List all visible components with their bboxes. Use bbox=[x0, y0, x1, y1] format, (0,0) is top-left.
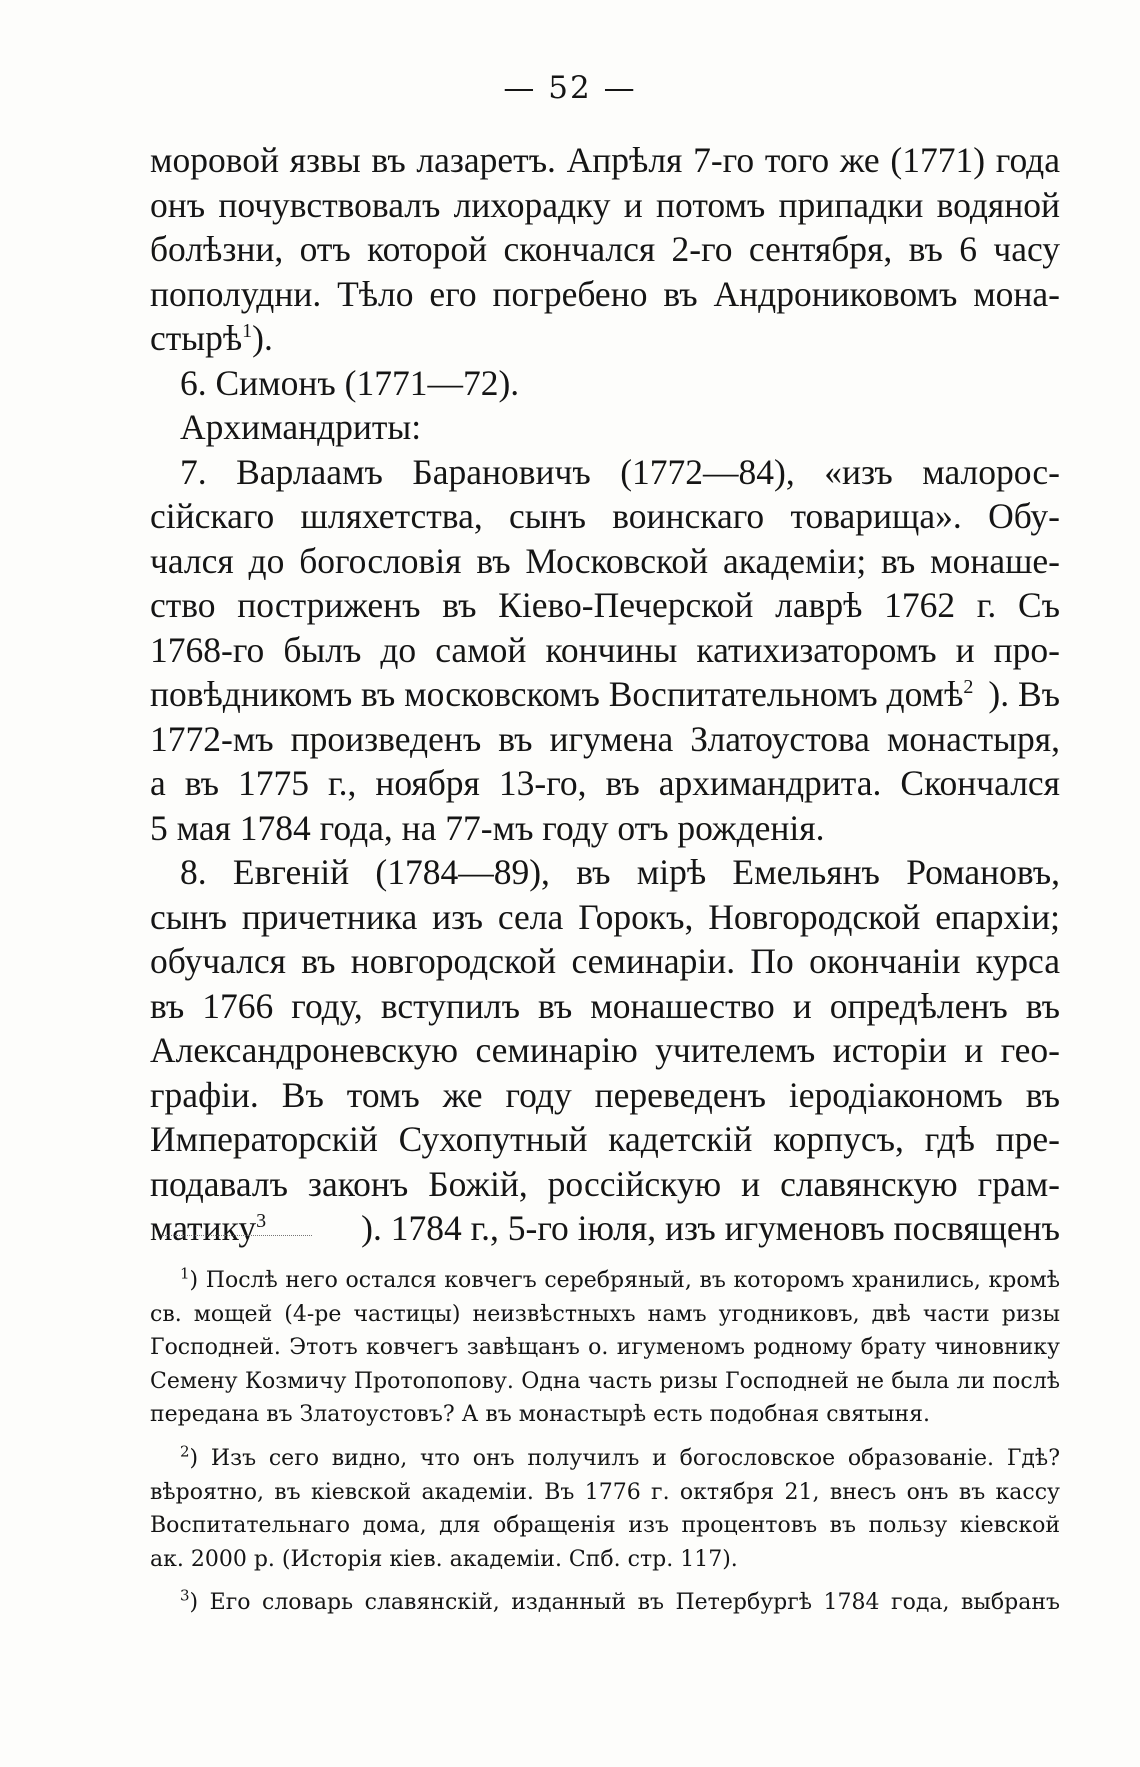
footnote-line: Господней. Этотъ ковчегъ завѣщанъ о. игуменомъ родному брату чиновнику bbox=[150, 1335, 1060, 1361]
text-span: матику bbox=[150, 1208, 257, 1248]
main-text bbox=[150, 138, 1060, 1251]
text-line: 5 мая 1784 года, на 77-мъ году отъ рожденія. bbox=[150, 807, 825, 848]
text-line: ство постриженъ въ Кіево-Печерской лаврѣ 1762 г. Съ bbox=[150, 585, 1060, 625]
text-span: ). Въ bbox=[988, 674, 1060, 714]
text-line: 7. Варлаамъ Барановичъ (1772—84), «изъ малорос- bbox=[180, 451, 1060, 492]
text-line: 1772-мъ произведенъ въ игумена Златоустова монастыря, bbox=[150, 718, 1060, 759]
text-span: ) Изъ сего видно, что онъ получилъ и богословское образованіе. Гдѣ? bbox=[189, 1445, 1060, 1471]
text-line bbox=[150, 1206, 1060, 1251]
text-line: графіи. Въ томъ же году переведенъ іеродіакономъ въ bbox=[150, 1074, 1060, 1115]
text-line: въ 1766 году, вступилъ въ монашество и опредѣленъ въ bbox=[150, 985, 1060, 1026]
footnote-line: ак. 2000 р. (Исторія кіев. академіи. Спб. стр. 117). bbox=[150, 1546, 738, 1572]
footnote-line bbox=[150, 1442, 1060, 1476]
footnote-ref-2: 2 bbox=[963, 676, 974, 699]
footnote-line bbox=[150, 1586, 1060, 1620]
section-heading: Архимандриты: bbox=[180, 407, 422, 447]
text-line: обучался въ новгородской семинаріи. По окончаніи курса bbox=[150, 941, 1060, 981]
footnote-marker: 2 bbox=[180, 1442, 190, 1461]
text-line: пополудни. Тѣло его погребено въ Андрониковомъ мона- bbox=[150, 273, 1060, 314]
footnote-line bbox=[150, 1264, 1060, 1298]
text-line bbox=[150, 316, 1060, 361]
entry-heading: 6. Симонъ (1771—72). bbox=[180, 362, 520, 403]
footnote-line: передана въ Златоустовъ? А въ монастырѣ есть подобная святыня. bbox=[150, 1402, 931, 1428]
text-span: ). bbox=[252, 318, 273, 358]
footnote-ref-1: 1 bbox=[242, 320, 253, 343]
text-line: подавалъ законъ Божій, россійскую и славянскую грам- bbox=[150, 1163, 1060, 1204]
text-line: сійскаго шляхетства, сынъ воинскаго товарища». Обу- bbox=[150, 496, 1060, 536]
footnote-marker: 3 bbox=[180, 1587, 190, 1606]
footnote-separator bbox=[162, 1235, 312, 1236]
text-line: Александроневскую семинарію учителемъ исторіи и гео- bbox=[150, 1030, 1060, 1070]
text-line: 1768-го былъ до самой кончины катихизаторомъ и про- bbox=[150, 629, 1060, 670]
page-number: — 52 — bbox=[503, 70, 637, 106]
text-span: ). 1784 г., 5-го іюля, изъ игуменовъ посвященъ bbox=[361, 1208, 1060, 1248]
footnote-marker: 1 bbox=[180, 1264, 190, 1283]
text-span: повѣдникомъ въ московскомъ Воспитательномъ домѣ bbox=[150, 674, 964, 714]
text-span: ) Послѣ него остался ковчегъ серебряный, въ которомъ хранились, кромѣ bbox=[189, 1268, 1060, 1293]
text-line: а въ 1775 г., ноября 13-го, въ архимандрита. Скончался bbox=[150, 763, 1060, 803]
footnotes bbox=[150, 1264, 1060, 1620]
text-line: 8. Евгеній (1784—89), въ мірѣ Емельянъ Романовъ, bbox=[180, 852, 1060, 892]
footnote-line: Семену Козмичу Протопопову. Одна часть ризы Господней не была ли послѣ bbox=[150, 1368, 1060, 1394]
footnote-line: св. мощей (4-ре частицы) неизвѣстныхъ намъ угодниковъ, двѣ части ризы bbox=[150, 1301, 1060, 1327]
footnote-line: вѣроятно, въ кіевской академіи. Въ 1776 г. октября 21, внесъ онъ въ кассу bbox=[150, 1479, 1060, 1505]
text-line: чался до богословія въ Московской академіи; въ монаше- bbox=[150, 540, 1060, 581]
footnote-line: Воспитательнаго дома, для обращенія изъ процентовъ въ пользу кіевской bbox=[150, 1513, 1060, 1539]
text-line: болѣзни, отъ которой скончался 2-го сентября, въ 6 часу bbox=[150, 229, 1060, 269]
footnote-ref-3: 3 bbox=[256, 1210, 267, 1233]
text-span: стырѣ bbox=[150, 318, 243, 358]
text-line: Императорскій Сухопутный кадетскій корпусъ, гдѣ пре- bbox=[150, 1119, 1060, 1159]
text-line: онъ почувствовалъ лихорадку и потомъ припадки водяной bbox=[150, 184, 1060, 225]
text-line bbox=[150, 672, 1060, 717]
text-span: ) Его словарь славянскій, изданный въ Петербургѣ 1784 года, выбранъ bbox=[189, 1590, 1060, 1616]
text-line: сынъ причетника изъ села Горокъ, Новгородской епархіи; bbox=[150, 896, 1060, 937]
text-line: моровой язвы въ лазаретъ. Апрѣля 7-го того же (1771) года bbox=[150, 140, 1060, 180]
